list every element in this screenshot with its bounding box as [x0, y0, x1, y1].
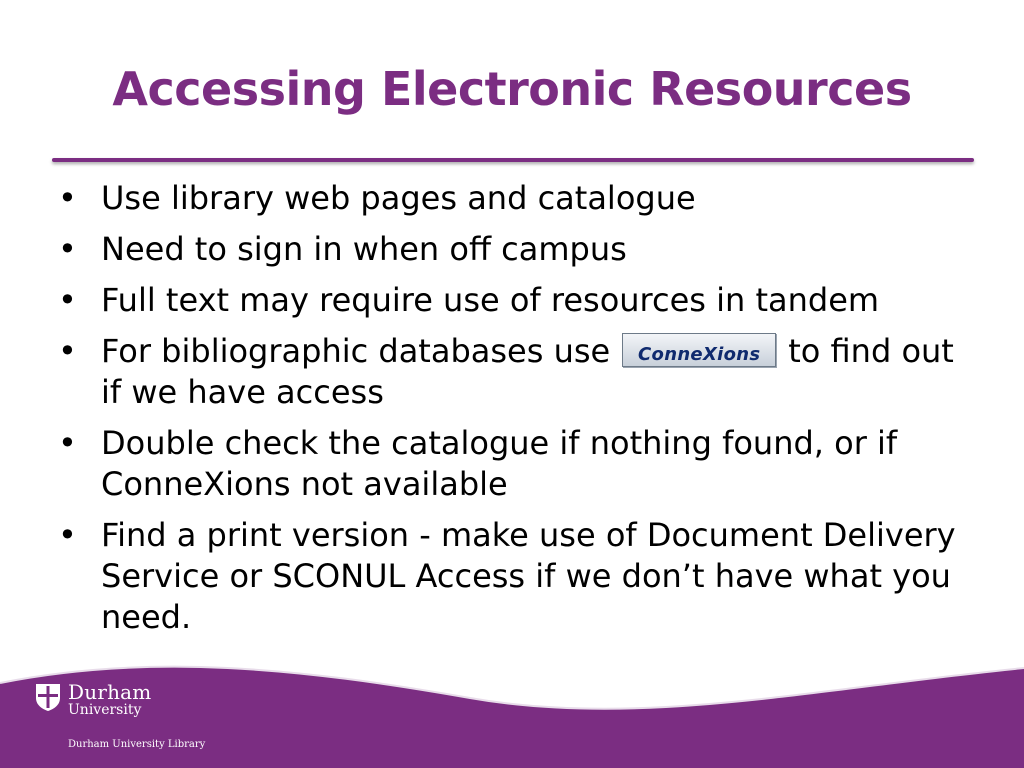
- bullet-item-connexions: [56, 331, 976, 413]
- connexions-button[interactable]: [622, 333, 776, 367]
- bullet-item: • Use library web pages and catalogue: [56, 178, 976, 219]
- slide-title: Accessing Electronic Resources: [112, 62, 912, 116]
- bullet-list: [56, 178, 976, 648]
- logo-name: Durham: [68, 680, 152, 704]
- title-underline: [52, 158, 974, 162]
- bullet-item: • Need to sign in when off campus: [56, 229, 976, 270]
- bullet-text-after: to find out if we have access: [101, 332, 954, 411]
- bullet-text-before: For bibliographic databases use: [101, 332, 611, 370]
- bullet-item: • Find a print version - make use of Document Delivery Service or SCONUL Access if we don’t have what you need.: [56, 515, 976, 638]
- connexions-button-label: ConneXions: [638, 344, 761, 365]
- logo-university: University: [68, 702, 142, 718]
- durham-logo: [34, 680, 204, 760]
- logo-library: Durham University Library: [68, 739, 206, 750]
- bullet-item: • Double check the catalogue if nothing found, or if ConneXions not available: [56, 423, 976, 505]
- bullet-item: • Full text may require use of resources in tandem: [56, 280, 976, 321]
- durham-shield-icon: [34, 682, 62, 712]
